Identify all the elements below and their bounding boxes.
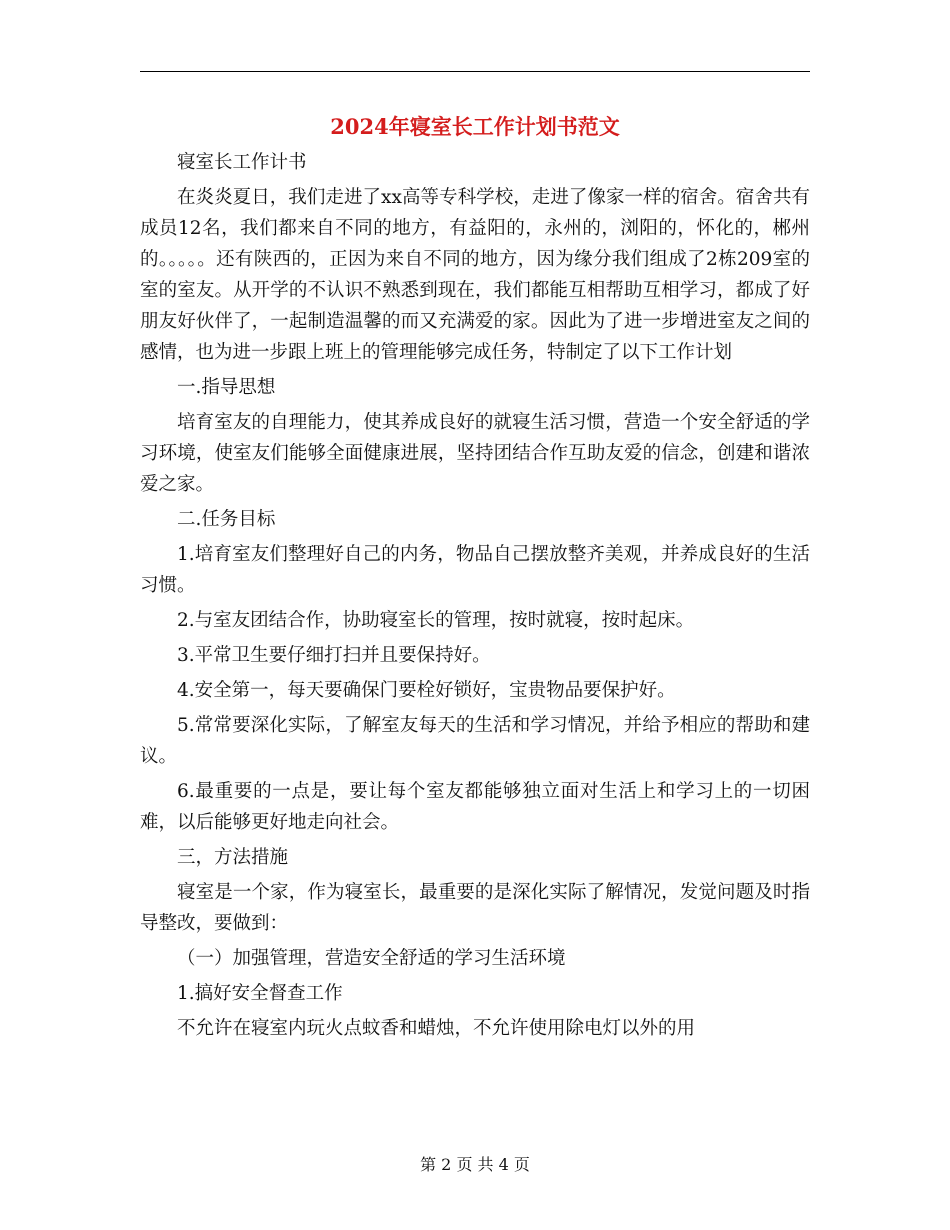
list-item: 2.与室友团结合作，协助寝室长的管理，按时就寝，按时起床。 bbox=[177, 610, 695, 631]
list-item: 5.常常要深化实际，了解室友每天的生活和学习情况，并给予相应的帮助和建议。 bbox=[140, 715, 810, 767]
subsection-heading: 1.搞好安全督查工作 bbox=[177, 983, 343, 1004]
list-item: 4.安全第一，每天要确保门要栓好锁好，宝贵物品要保护好。 bbox=[177, 680, 676, 701]
subsection-heading: （一）加强管理，营造安全舒适的学习生活环境 bbox=[177, 948, 566, 969]
document-body bbox=[140, 147, 810, 1048]
paragraph: 培育室友的自理能力，使其养成良好的就寝生活习惯，营造一个安全舒适的学习环境，使室友们能够全面健康进展，坚持团结合作互助友爱的信念，创建和谐浓爱之家。 bbox=[140, 412, 810, 495]
paragraph: 在炎炎夏日，我们走进了xx高等专科学校，走进了像家一样的宿舍。宿舍共有成员12名，我们都来自不同的地方，有益阳的，永州的，浏阳的，怀化的，郴州的。。。。。还有陕西的，正因为来自不同的地方，因为缘分我们组成了2栋209室的室的室友。从开学的不认识不熟悉到现在，我们都能互相帮助互相学习，都成了好朋友好伙伴了，一起制造温馨的而又充满爱的家。因此为了进一步增进室友之间的感情，也为进一步跟上班上的管理能够完成任务，特制定了以下工作计划 bbox=[140, 187, 810, 363]
list-item: 3.平常卫生要仔细打扫并且要保持好。 bbox=[177, 645, 491, 666]
section-heading: 一.指导思想 bbox=[177, 377, 276, 398]
paragraph: 寝室长工作计书 bbox=[177, 152, 307, 173]
section-heading: 二.任务目标 bbox=[177, 509, 276, 530]
list-item: 1.培育室友们整理好自己的内务，物品自己摆放整齐美观，并养成良好的生活习惯。 bbox=[140, 544, 810, 596]
header-rule bbox=[140, 71, 810, 72]
paragraph: 不允许在寝室内玩火点蚊香和蜡烛，不允许使用除电灯以外的用 bbox=[177, 1018, 696, 1039]
list-item: 6.最重要的一点是，要让每个室友都能够独立面对生活上和学习上的一切困难，以后能够更好地走向社会。 bbox=[140, 781, 810, 833]
page-footer: 第 2 页 共 4 页 bbox=[420, 1155, 530, 1174]
paragraph: 寝室是一个家，作为寝室长，最重要的是深化实际了解情况，发觉问题及时指导整改，要做到： bbox=[140, 882, 810, 934]
document-title: 2024年寝室长工作计划书范文 bbox=[330, 114, 620, 139]
section-heading: 三，方法措施 bbox=[177, 847, 289, 868]
